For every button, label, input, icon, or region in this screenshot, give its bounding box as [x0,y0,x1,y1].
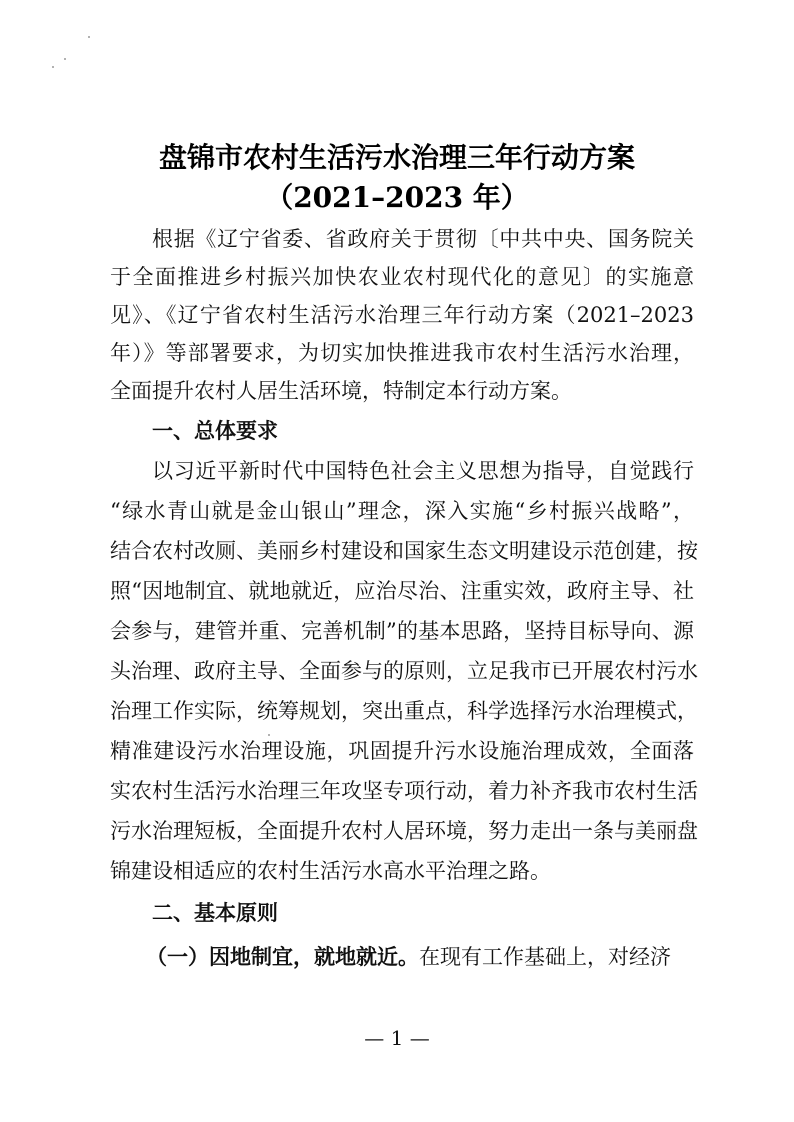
body-line: 治理工作实际，统筹规划，突出重点，科学选择污水治理模式， [110,699,698,723]
item-heading: （一）因地制宜，就地就近。 [146,945,419,969]
item-text: 在现有工作基础上，对经济 [419,945,671,969]
body-line: 会参与，建管并重、完善机制”的基本思路，坚持目标导向、源 [110,619,694,643]
body-line: 实农村生活污水治理三年攻坚专项行动，着力补齐我市农村生活 [110,779,698,803]
document-subtitle: （2021–2023 年） [265,181,529,214]
body-line: 头治理、政府主导、全面参与的原则，立足我市已开展农村污水 [110,659,698,683]
body-line: 污水治理短板，全面提升农村人居环境，努力走出一条与美丽盘 [110,819,698,843]
body-line: 以习近平新时代中国特色社会主义思想为指导，自觉践行 [152,459,694,483]
body-line: “绿水青山就是金山银山”理念，深入实施“乡村振兴战略”， [110,499,694,523]
body-line: 照“因地制宜、就地就近，应治尽治、注重实效，政府主导、社 [110,579,694,603]
page-number: — 1 — [364,1026,430,1050]
body-line: 结合农村改厕、美丽乡村建设和国家生态文明建设示范创建，按 [110,539,698,563]
section-heading: 一、总体要求 [152,419,278,443]
body-line: 锦建设相适应的农村生活污水高水平治理之路。 [110,859,551,883]
intro-line: 年）》等部署要求，为切实加快推进我市农村生活污水治理， [110,341,694,365]
intro-line: 根据《辽宁省委、省政府关于贯彻〔中共中央、国务院关 [152,227,694,251]
intro-line: 全面提升农村人居生活环境，特制定本行动方案。 [110,379,572,403]
body-line: 精准建设污水治理设施，巩固提升污水设施治理成效，全面落 [110,739,694,763]
document-title: 盘锦市农村生活污水治理三年行动方案 [158,141,635,174]
intro-line: 于全面推进乡村振兴加快农业农村现代化的意见〕的实施意 [110,265,694,289]
item-line [146,942,688,972]
intro-line: 见》、《辽宁省农村生活污水治理三年行动方案（2021–2023 [110,303,694,327]
section-heading: 二、基本原则 [152,901,278,925]
